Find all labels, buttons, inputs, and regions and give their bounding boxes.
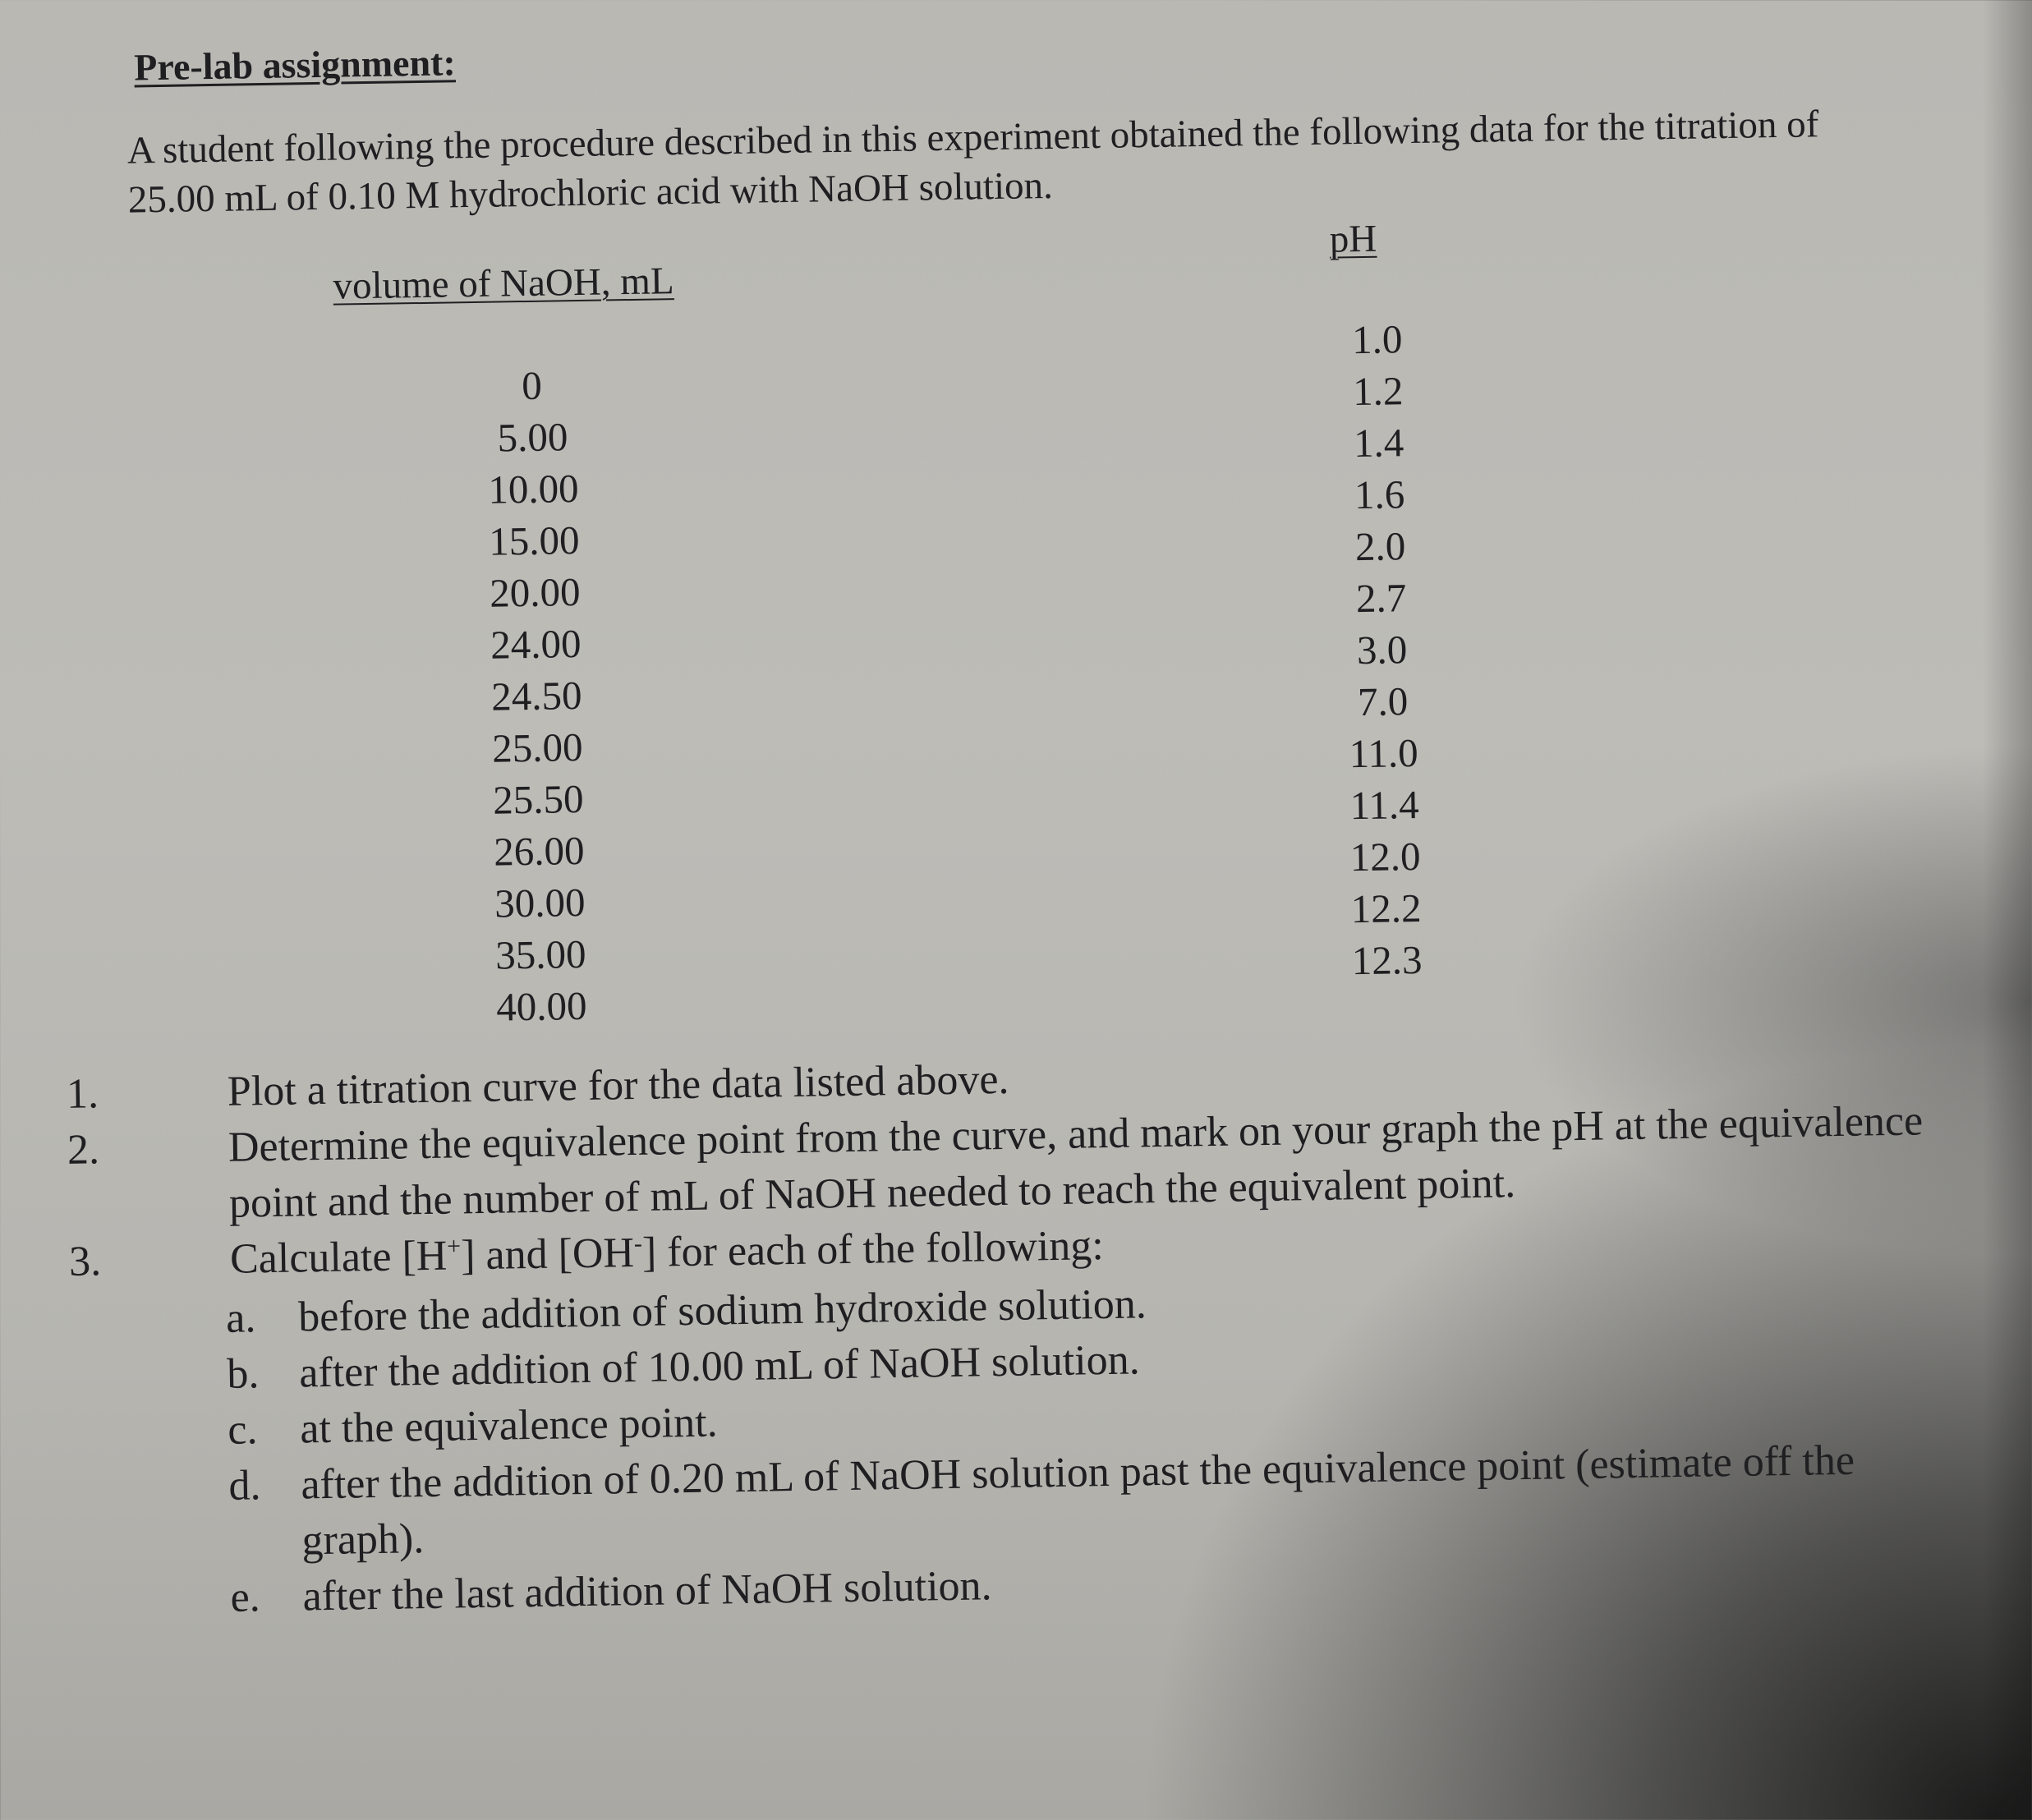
volume-value: 20.00	[489, 568, 581, 616]
volume-value: 24.50	[490, 672, 582, 719]
charge-superscript: -	[633, 1229, 643, 1257]
volume-value: 25.00	[491, 724, 583, 771]
sub-question-text: after the addition of 10.00 mL of NaOH solution.	[298, 1336, 1141, 1397]
ph-value: 1.6	[1354, 471, 1405, 518]
question-text: Determine the equivalence point from the curve, and mark on your graph the pH at the equivalence point and the number of mL of NaOH needed to reach the equivalent point.	[228, 1097, 1924, 1227]
sub-question-text: before the addition of sodium hydroxide solution.	[297, 1280, 1147, 1341]
ph-column-header: pH	[1329, 217, 1377, 261]
volume-value: 35.00	[494, 931, 586, 978]
page-heading: Pre-lab assignment:	[133, 41, 457, 89]
sub-question-letter: c.	[227, 1406, 258, 1454]
volume-value: 26.00	[493, 827, 585, 875]
ph-value: 3.0	[1356, 627, 1408, 673]
ph-column	[1311, 312, 1453, 986]
ph-value: 2.7	[1355, 575, 1407, 622]
volume-value: 5.00	[497, 414, 568, 461]
ph-value: 11.0	[1349, 729, 1419, 777]
ph-value: 12.3	[1351, 936, 1423, 984]
volume-column-header: volume of NaOH, mL	[333, 260, 674, 308]
volume-value: 10.00	[487, 466, 579, 512]
volume-value: 24.00	[490, 620, 582, 668]
sub-question-letter: a.	[225, 1294, 256, 1342]
question-number: 3.	[68, 1238, 102, 1285]
question-list	[66, 1037, 1947, 1629]
page-edge-shadow	[1983, 0, 2032, 1820]
ph-value: 1.4	[1353, 420, 1404, 466]
ph-value: 11.4	[1349, 781, 1419, 829]
sub-question-text: at the equivalence point.	[299, 1399, 719, 1453]
question-text-segment: ] for each of the following:	[641, 1222, 1105, 1276]
charge-superscript: +	[446, 1233, 462, 1261]
sub-question-list	[70, 1264, 1947, 1629]
ph-value: 7.0	[1357, 678, 1409, 725]
sub-question-text: after the last addition of NaOH solution.	[302, 1562, 992, 1620]
ph-value: 12.0	[1349, 833, 1421, 880]
ph-value: 1.0	[1351, 316, 1403, 363]
question-text-segment: Calculate [H	[229, 1232, 448, 1283]
ph-value: 2.0	[1354, 523, 1406, 570]
volume-value: 25.50	[492, 775, 584, 823]
volume-column	[449, 358, 624, 1033]
intro-paragraph: A student following the procedure described in this experiment obtained the following data for the titration of 25.00 mL of 0.10 M hydrochloric acid with NaOH solution.	[126, 103, 1819, 222]
sub-question-text: after the addition of 0.20 mL of NaOH solution past the equivalence point (estimate off the graph).	[300, 1436, 1855, 1565]
sub-question-letter: d.	[228, 1462, 261, 1510]
sub-question-letter: e.	[230, 1574, 261, 1621]
volume-value: 40.00	[495, 982, 587, 1030]
question-number: 2.	[67, 1126, 100, 1174]
question-number: 1.	[66, 1070, 99, 1118]
sub-question-letter: b.	[226, 1350, 260, 1398]
volume-value: 30.00	[494, 879, 586, 926]
question-text	[230, 1222, 1104, 1283]
volume-value: 0	[521, 362, 543, 409]
ph-value: 1.2	[1352, 368, 1404, 415]
ph-value: 12.2	[1350, 885, 1422, 932]
volume-value: 15.00	[488, 517, 580, 564]
question-text-segment: ] and [OH	[460, 1229, 635, 1280]
question-text: Plot a titration curve for the data listed above.	[227, 1055, 1009, 1115]
